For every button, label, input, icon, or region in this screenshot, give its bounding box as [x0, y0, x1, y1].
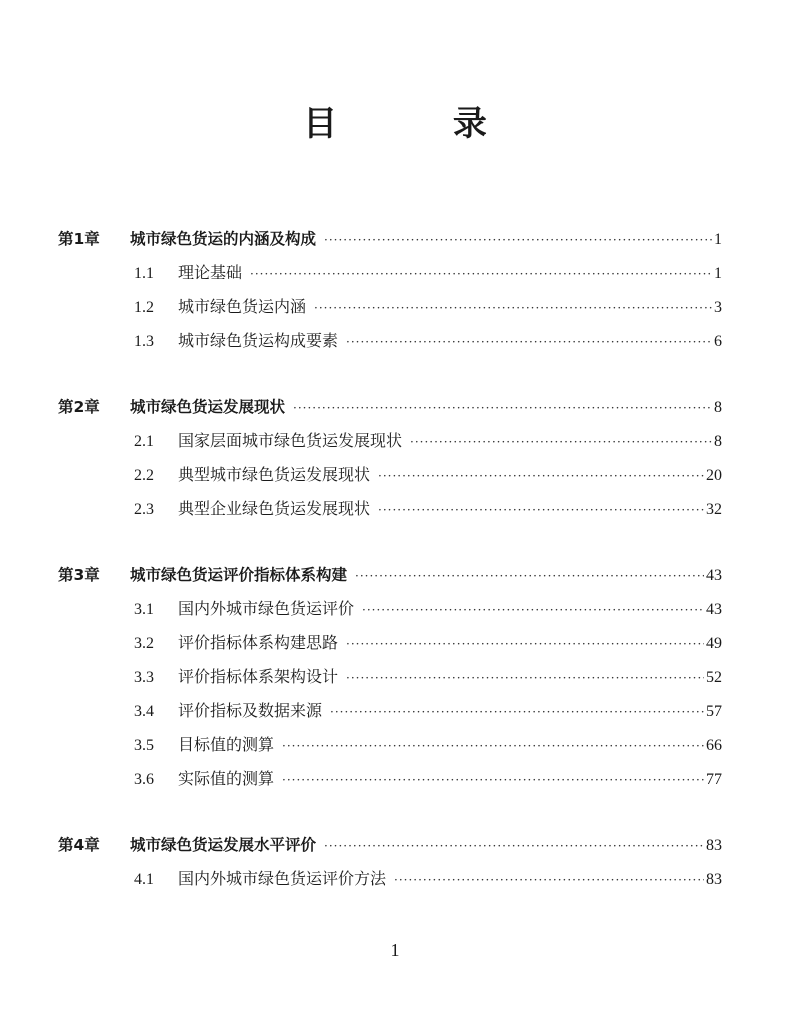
section-entry[interactable]: [58, 256, 722, 290]
dot-leader: [330, 695, 704, 729]
page-ref: 8: [714, 399, 722, 416]
chapter-heading[interactable]: [58, 390, 722, 424]
page-ref: 49: [706, 635, 722, 652]
dot-leader: [250, 257, 712, 291]
section-entry[interactable]: [58, 660, 722, 694]
chapter-title: 城市绿色货运评价指标体系构建: [130, 566, 348, 584]
section-entry[interactable]: [58, 762, 722, 796]
page-ref: 43: [706, 601, 722, 618]
section-entry[interactable]: [58, 424, 722, 458]
section-title: 理论基础: [178, 263, 243, 282]
section-number: 2.1: [134, 433, 154, 450]
section-title: 城市绿色货运内涵: [178, 297, 307, 316]
page-ref: 32: [706, 501, 722, 518]
section-number: 3.2: [134, 635, 154, 652]
dot-leader: [282, 763, 704, 797]
section-title: 国内外城市绿色货运评价: [178, 599, 355, 618]
section-entry[interactable]: [58, 458, 722, 492]
section-number: 4.1: [134, 871, 154, 888]
chapter-heading[interactable]: [58, 222, 722, 256]
page-ref: 52: [706, 669, 722, 686]
dot-leader: [346, 661, 704, 695]
chapter-1: [58, 222, 722, 358]
section-entry[interactable]: [58, 728, 722, 762]
page-number: 1: [390, 940, 400, 960]
section-title: 国家层面城市绿色货运发展现状: [178, 431, 403, 450]
dot-leader: [410, 425, 712, 459]
section-entry[interactable]: [58, 626, 722, 660]
page-ref: 8: [714, 433, 722, 450]
page-ref: 3: [714, 299, 722, 316]
section-number: 2.3: [134, 501, 154, 518]
dot-leader: [378, 459, 704, 493]
section-title: 城市绿色货运构成要素: [178, 331, 339, 350]
section-number: 1.3: [134, 333, 154, 350]
dot-leader: [362, 593, 704, 627]
chapter-title: 城市绿色货运发展现状: [130, 398, 286, 416]
page-ref: 57: [706, 703, 722, 720]
section-entry[interactable]: [58, 694, 722, 728]
page-ref: 43: [706, 567, 722, 584]
table-of-contents: [58, 222, 722, 896]
section-number: 3.6: [134, 771, 154, 788]
section-title: 评价指标体系架构设计: [178, 667, 339, 686]
page-ref: 83: [706, 837, 722, 854]
chapter-number: 第4章: [58, 836, 100, 854]
chapter-heading[interactable]: [58, 558, 722, 592]
chapter-number: 第2章: [58, 398, 100, 416]
chapter-3: [58, 558, 722, 796]
chapter-4: [58, 828, 722, 896]
page-ref: 77: [706, 771, 722, 788]
page-ref: 6: [714, 333, 722, 350]
section-number: 1.1: [134, 265, 154, 282]
section-number: 3.3: [134, 669, 154, 686]
page-title: 目 录: [303, 104, 539, 144]
page-ref: 1: [714, 265, 722, 282]
section-title: 典型城市绿色货运发展现状: [178, 465, 371, 484]
section-title: 典型企业绿色货运发展现状: [178, 499, 371, 518]
dot-leader: [293, 391, 712, 425]
section-number: 1.2: [134, 299, 154, 316]
section-number: 3.4: [134, 703, 154, 720]
section-title: 评价指标及数据来源: [178, 701, 323, 720]
dot-leader: [324, 829, 704, 863]
chapter-title: 城市绿色货运发展水平评价: [130, 836, 317, 854]
section-entry[interactable]: [58, 324, 722, 358]
section-entry[interactable]: [58, 592, 722, 626]
section-title: 目标值的测算: [178, 735, 275, 754]
chapter-title: 城市绿色货运的内涵及构成: [130, 230, 317, 248]
dot-leader: [324, 223, 712, 257]
section-number: 2.2: [134, 467, 154, 484]
section-number: 3.5: [134, 737, 154, 754]
section-entry[interactable]: [58, 492, 722, 526]
dot-leader: [346, 325, 712, 359]
chapter-heading[interactable]: [58, 828, 722, 862]
dot-leader: [346, 627, 704, 661]
page-ref: 1: [714, 231, 722, 248]
chapter-number: 第3章: [58, 566, 100, 584]
section-entry[interactable]: [58, 862, 722, 896]
section-title: 实际值的测算: [178, 769, 275, 788]
dot-leader: [378, 493, 704, 527]
chapter-number: 第1章: [58, 230, 100, 248]
dot-leader: [355, 559, 704, 593]
dot-leader: [394, 863, 704, 897]
chapter-2: [58, 390, 722, 526]
dot-leader: [314, 291, 712, 325]
page-ref: 66: [706, 737, 722, 754]
page-ref: 83: [706, 871, 722, 888]
section-title: 国内外城市绿色货运评价方法: [178, 869, 387, 888]
section-entry[interactable]: [58, 290, 722, 324]
section-title: 评价指标体系构建思路: [178, 633, 339, 652]
page-ref: 20: [706, 467, 722, 484]
section-number: 3.1: [134, 601, 154, 618]
dot-leader: [282, 729, 704, 763]
